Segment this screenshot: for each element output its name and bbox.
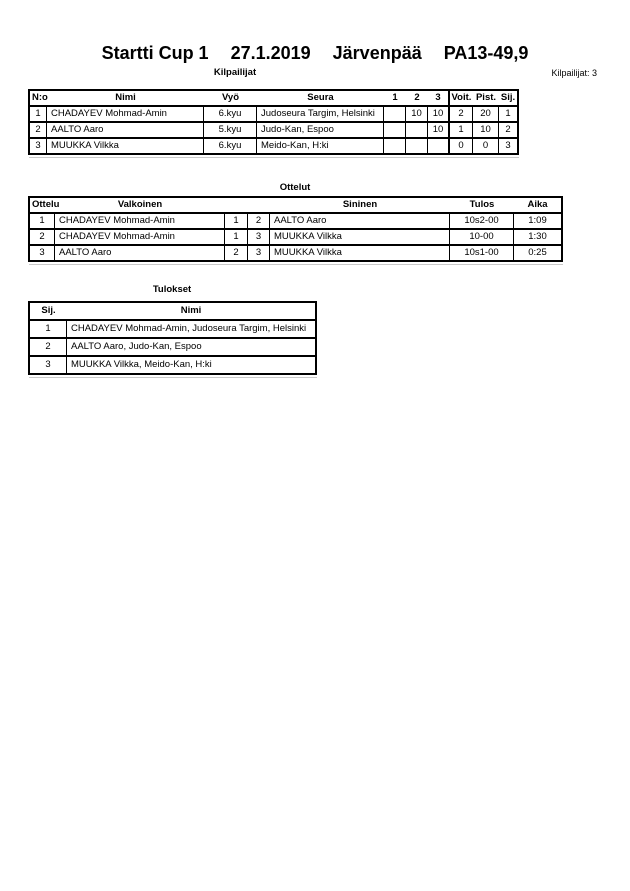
table-row <box>30 337 315 355</box>
column-header: Seura <box>307 92 334 103</box>
table-cell: 20 <box>473 107 499 121</box>
section-title-results: Tulokset <box>152 284 192 295</box>
table-cell: 10 <box>428 123 450 137</box>
table-cell <box>384 123 406 137</box>
column-header: Sij. <box>500 92 516 103</box>
table-cell: CHADAYEV Mohmad-Amin <box>55 214 225 228</box>
competitors-count: Kilpailijat: 3 <box>551 68 597 78</box>
table-cell: Judoseura Targim, Helsinki <box>257 107 384 121</box>
column-header: 2 <box>414 92 420 103</box>
table-cell: AALTO Aaro, Judo-Kan, Espoo <box>71 341 202 352</box>
table-cell: 1 <box>30 214 55 228</box>
table-cell: 0 <box>473 139 499 153</box>
table-cell: Meido-Kan, H:ki <box>257 139 384 153</box>
table-cell: 2 <box>450 107 473 121</box>
table-cell: 6.kyu <box>204 107 257 121</box>
table-cell: 2 <box>30 230 55 244</box>
column-header <box>225 198 248 212</box>
table-cell <box>406 139 428 153</box>
table-row <box>30 137 517 153</box>
table-cell <box>428 139 450 153</box>
table-cell <box>384 107 406 121</box>
table-cell: 1 <box>30 321 67 337</box>
table-row <box>30 244 561 260</box>
table-cell: 10 <box>428 107 450 121</box>
table-cell: Judo-Kan, Espoo <box>257 123 384 137</box>
table-cell: 0 <box>450 139 473 153</box>
table-row <box>30 105 517 121</box>
table-cell: 1:09 <box>528 215 547 226</box>
table-cell: CHADAYEV Mohmad-Amin, Judoseura Targim, Helsinki <box>71 323 307 334</box>
table-cell: 2 <box>225 246 248 260</box>
table-cell: 3 <box>30 246 55 260</box>
table-row <box>30 121 517 137</box>
table-cell: 1 <box>225 214 248 228</box>
table-cell <box>406 123 428 137</box>
table-cell: 3 <box>30 357 67 373</box>
section-title-competitors: Kilpailijat <box>213 67 257 78</box>
table-cell: 2 <box>30 339 67 355</box>
column-header <box>248 198 270 212</box>
table-cell: 1:30 <box>528 231 547 242</box>
page-title <box>0 43 630 64</box>
table-cell: 0:25 <box>528 247 547 258</box>
table-cell: 3 <box>248 230 270 244</box>
section-title-matches: Ottelut <box>279 182 311 193</box>
table-cell: 1 <box>225 230 248 244</box>
column-header: Nimi <box>115 92 136 103</box>
column-header: Tulos <box>469 199 495 210</box>
table-cell: 2 <box>248 214 270 228</box>
column-header: Pist. <box>475 92 497 103</box>
table-cell: AALTO Aaro <box>55 246 225 260</box>
results-table <box>28 301 317 375</box>
table-cell: 2 <box>505 124 511 135</box>
table-cell: 10 <box>406 107 428 121</box>
table-row <box>30 319 315 337</box>
column-header: Sij. <box>41 305 56 316</box>
table-cell: 5.kyu <box>204 123 257 137</box>
column-header: Nimi <box>180 305 202 316</box>
table-header-row <box>30 91 517 105</box>
table-cell: AALTO Aaro <box>270 214 450 228</box>
table-cell: CHADAYEV Mohmad-Amin <box>47 107 204 121</box>
table-cell: 10s2-00 <box>450 214 514 228</box>
table-cell: MUUKKA Vilkka <box>47 139 204 153</box>
table-header-row <box>30 198 561 212</box>
table-cell: CHADAYEV Mohmad-Amin <box>55 230 225 244</box>
matches-table <box>28 196 563 262</box>
table-cell: MUUKKA Vilkka <box>270 230 450 244</box>
column-header: Sininen <box>342 199 378 210</box>
title-part-date: 27.1.2019 <box>230 43 311 63</box>
table-cell: MUUKKA Vilkka <box>270 246 450 260</box>
table-cell: 3 <box>505 140 511 151</box>
table-header-row <box>30 303 315 319</box>
column-header: Voit. <box>451 92 472 103</box>
column-header: Aika <box>527 199 548 210</box>
table-cell: 1 <box>505 108 511 119</box>
title-part-category: PA13-49,9 <box>443 43 529 63</box>
table-cell: 10 <box>473 123 499 137</box>
column-header: N:o <box>32 92 48 103</box>
table-cell: 1 <box>450 123 473 137</box>
table-cell: 10s1-00 <box>450 246 514 260</box>
table-cell: 6.kyu <box>204 139 257 153</box>
table-cell: 3 <box>30 139 47 153</box>
column-header: 3 <box>428 91 450 105</box>
table-cell <box>384 139 406 153</box>
column-header: Vyö <box>221 92 240 103</box>
table-cell: MUUKKA Vilkka, Meido-Kan, H:ki <box>71 359 212 370</box>
table-cell: 3 <box>248 246 270 260</box>
table-cell: AALTO Aaro <box>47 123 204 137</box>
table-cell: 10-00 <box>450 230 514 244</box>
column-header: Ottelu <box>32 199 60 210</box>
table-cell: 2 <box>30 123 47 137</box>
table-row <box>30 355 315 373</box>
competitors-table <box>28 89 519 155</box>
table-row <box>30 212 561 228</box>
table-row <box>30 228 561 244</box>
column-header: Valkoinen <box>117 199 163 210</box>
table-cell: 1 <box>30 107 47 121</box>
title-part-event: Startti Cup 1 <box>101 43 209 63</box>
column-header: 1 <box>392 92 398 103</box>
title-part-location: Järvenpää <box>332 43 422 63</box>
